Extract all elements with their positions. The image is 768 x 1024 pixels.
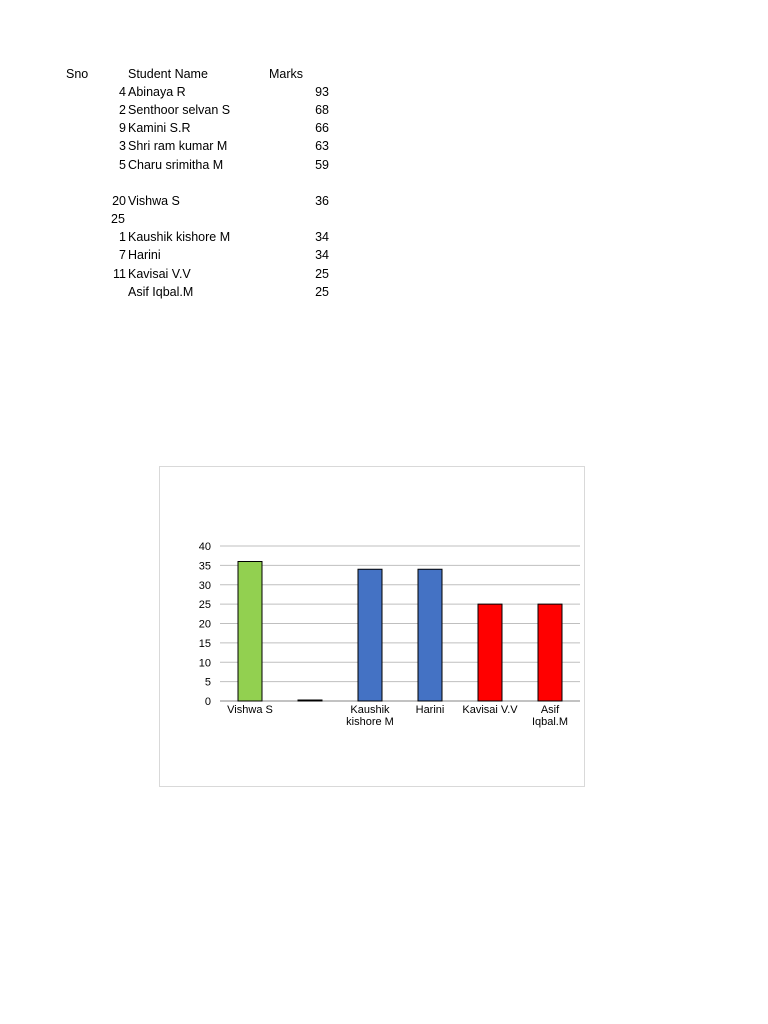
- name-cell: Abinaya R: [128, 85, 186, 99]
- sno-cell: 7: [119, 248, 126, 262]
- marks-cell: 36: [315, 194, 329, 208]
- x-tick-label-line: Vishwa S: [227, 704, 273, 716]
- x-tick-label-line: Iqbal.M: [531, 716, 569, 728]
- x-tick-label-line: Kavisai V.V: [462, 704, 518, 716]
- marks-cell: 66: [315, 121, 329, 135]
- y-tick-label: 40: [198, 541, 211, 553]
- sno-cell: 2: [119, 103, 126, 117]
- y-tick-label: 35: [198, 560, 211, 573]
- chart-plot: [160, 467, 584, 786]
- marks-cell: 25: [315, 267, 329, 281]
- y-tick-label: 0: [204, 696, 211, 708]
- name-cell: Kamini S.R: [128, 121, 191, 135]
- bar[interactable]: [538, 604, 562, 701]
- bar[interactable]: [298, 700, 322, 701]
- x-tick-label: [227, 704, 273, 716]
- x-tick-label-line: Asif: [540, 704, 560, 716]
- y-tick-label: 25: [198, 599, 211, 612]
- marks-cell: 63: [315, 139, 329, 153]
- marks-cell: 68: [315, 103, 329, 117]
- marks-cell: 59: [315, 158, 329, 172]
- name-cell: Senthoor selvan S: [128, 103, 231, 117]
- sno-cell: 5: [119, 158, 126, 172]
- sno-cell: 25: [111, 212, 125, 226]
- x-tick-label: [462, 704, 518, 716]
- sno-cell: 9: [119, 121, 126, 135]
- sno-cell: 3: [119, 139, 126, 153]
- name-cell: Asif Iqbal.M: [128, 285, 194, 299]
- x-tick-label-line: Kaushik: [350, 704, 390, 716]
- sno-cell: 1: [119, 230, 126, 244]
- name-cell: Charu srimitha M: [128, 158, 224, 172]
- name-cell: Vishwa S: [128, 194, 180, 208]
- sno-cell: 11: [113, 267, 126, 281]
- marks-cell: 93: [315, 85, 329, 99]
- y-tick-label: 15: [198, 637, 211, 650]
- bar[interactable]: [358, 569, 382, 701]
- header-student-name: Student Name: [128, 67, 208, 81]
- y-tick-label: 20: [198, 618, 211, 631]
- sno-cell: 4: [119, 85, 126, 99]
- header-marks: Marks: [269, 67, 304, 81]
- x-tick-label-line: kishore M: [346, 716, 394, 728]
- bar[interactable]: [238, 562, 262, 702]
- y-tick-label: 30: [198, 579, 211, 592]
- marks-cell: 34: [315, 248, 329, 262]
- marks-cell: 34: [315, 230, 329, 244]
- name-cell: Kaushik kishore M: [128, 230, 231, 244]
- sno-cell: 20: [112, 194, 126, 208]
- y-tick-label: 5: [204, 676, 211, 689]
- name-cell: Harini: [128, 248, 161, 262]
- x-tick-label: [532, 704, 568, 728]
- bar-chart[interactable]: [159, 466, 585, 787]
- bar[interactable]: [478, 604, 502, 701]
- x-tick-label: [416, 704, 445, 716]
- y-tick-label: 10: [198, 657, 211, 670]
- name-cell: Shri ram kumar M: [128, 139, 228, 153]
- x-tick-label: [346, 704, 394, 728]
- name-cell: Kavisai V.V: [128, 267, 191, 281]
- x-tick-label-line: Harini: [415, 704, 445, 716]
- bar[interactable]: [418, 569, 442, 701]
- marks-cell: 25: [315, 285, 329, 299]
- header-sno: Sno: [66, 67, 89, 81]
